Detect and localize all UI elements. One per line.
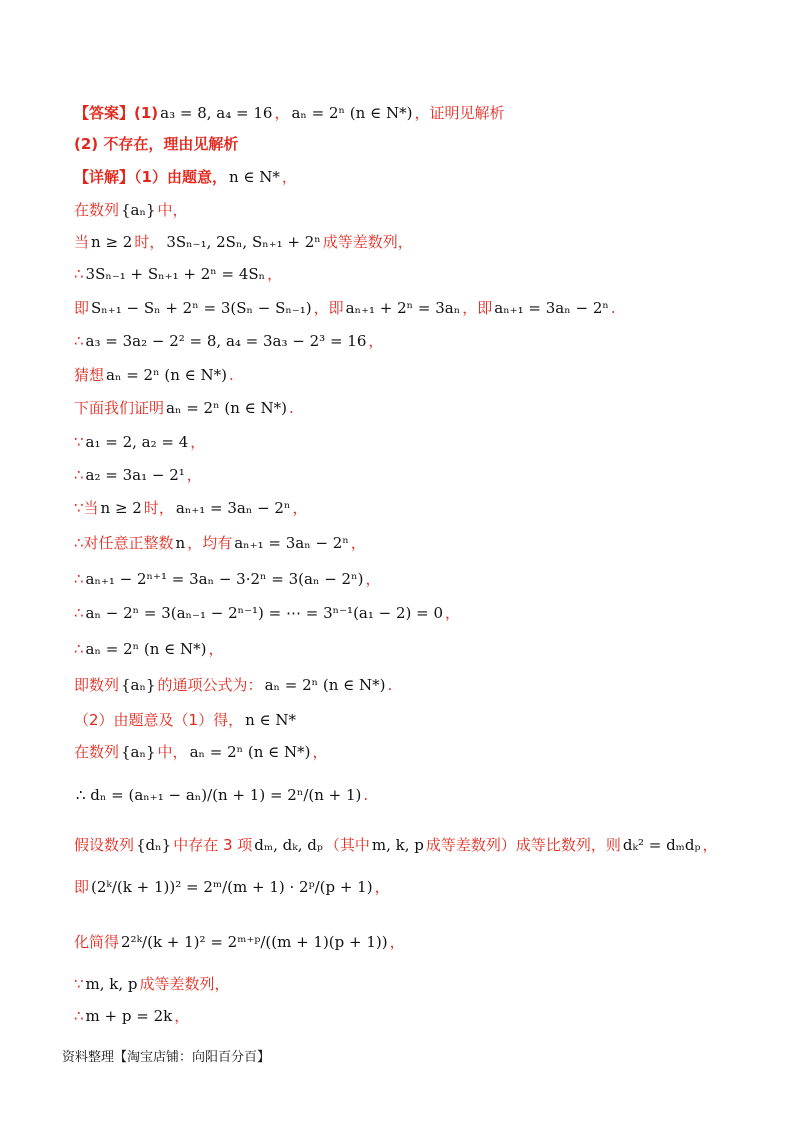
solution-line	[74, 193, 188, 227]
solution-line	[74, 632, 224, 666]
solution-line	[74, 925, 405, 959]
math-expression: aₙ₊₁ = 3aₙ − 2ⁿ	[494, 298, 609, 317]
math-expression: 2²ᵏ/(k + 1)² = 2ᵐ⁺ᵖ/((m + 1)(p + 1))	[121, 932, 388, 951]
text-segment: ，	[312, 742, 328, 761]
solution-line	[74, 391, 294, 425]
text-segment: ∴	[74, 1006, 84, 1025]
text-segment: ∴	[74, 465, 84, 484]
text-segment: ，	[350, 533, 366, 552]
text-segment: ，	[368, 331, 384, 350]
math-expression: a₁ = 2, a₂ = 4	[85, 432, 189, 451]
text-segment: ∴	[74, 569, 84, 588]
text-segment: 中存在 3 项	[173, 835, 253, 854]
text-segment: 【答案】(1)	[74, 103, 159, 122]
text-segment: 猜想	[74, 365, 105, 384]
text-segment: 的通项公式为：	[157, 675, 263, 694]
text-segment: .	[387, 675, 393, 694]
text-segment: 中，	[157, 200, 188, 219]
math-expression: aₙ₊₁ + 2ⁿ = 3aₙ	[345, 298, 461, 317]
text-segment: ∴	[74, 264, 84, 283]
math-expression: aₙ₊₁ − 2ⁿ⁺¹ = 3aₙ − 3·2ⁿ = 3(aₙ − 2ⁿ)	[85, 569, 364, 588]
solution-line	[74, 735, 328, 769]
math-expression: n ≥ 2	[100, 498, 142, 517]
math-expression: n	[175, 533, 186, 552]
math-expression: aₙ = 2ⁿ (n ∈ N*)	[85, 639, 207, 658]
text-segment: 成等差数列，	[139, 974, 230, 993]
text-segment: 时，	[134, 232, 165, 251]
text-segment: ，	[365, 569, 381, 588]
text-segment: 即数列	[74, 675, 120, 694]
math-expression: n ∈ N*	[245, 710, 297, 729]
math-expression: (2ᵏ/(k + 1))² = 2ᵐ/(m + 1) · 2ᵖ/(p + 1)	[91, 877, 373, 896]
text-segment: ，	[174, 1006, 190, 1025]
solution-line	[74, 703, 298, 737]
text-segment: (2) 不存在，理由见解析	[74, 134, 239, 153]
math-expression: m, k, p	[85, 974, 138, 993]
text-segment: .	[363, 785, 369, 804]
text-segment: ∴	[74, 331, 84, 350]
math-expression: a₃ = 8, a₄ = 16	[160, 103, 273, 122]
text-segment: ，	[445, 603, 461, 622]
math-expression: aₙ = 2ⁿ (n ∈ N*)	[291, 103, 413, 122]
solution-line	[74, 458, 202, 492]
math-expression: m + p = 2k	[85, 1006, 173, 1025]
text-segment: .	[610, 298, 616, 317]
math-expression: aₙ − 2ⁿ = 3(aₙ₋₁ − 2ⁿ⁻¹) = ⋯ = 3ⁿ⁻¹(a₁ − 2) = 0	[85, 603, 444, 622]
text-segment: .	[288, 398, 294, 417]
solution-line	[74, 491, 307, 525]
text-segment: ，	[208, 639, 224, 658]
text-segment: 成等差数列）成等比数列，则	[425, 835, 621, 854]
math-expression: {aₙ}	[121, 675, 156, 694]
solution-line	[74, 257, 282, 291]
solution-line	[74, 828, 718, 862]
math-expression: a₂ = 3a₁ − 2¹	[85, 465, 185, 484]
math-expression: aₙ = 2ⁿ (n ∈ N*)	[166, 398, 287, 417]
solution-line	[74, 526, 366, 560]
solution-line	[74, 668, 392, 702]
math-expression: aₙ = 2ⁿ (n ∈ N*)	[106, 365, 227, 384]
text-segment: 即	[74, 298, 90, 317]
text-segment: ，	[702, 835, 718, 854]
text-segment: 时，	[143, 498, 174, 517]
text-segment: ，	[190, 432, 206, 451]
solution-line	[74, 778, 368, 812]
text-segment: 在数列	[74, 200, 120, 219]
math-expression: Sₙ₊₁ − Sₙ + 2ⁿ = 3(Sₙ − Sₙ₋₁)	[91, 298, 312, 317]
text-segment: （2）由题意及（1）得，	[74, 710, 244, 729]
math-expression: aₙ₊₁ = 3aₙ − 2ⁿ	[234, 533, 349, 552]
math-expression: dₘ, dₖ, dₚ	[254, 835, 323, 854]
footer-text: 资料整理【淘宝店铺：向阳百分百】	[62, 1050, 271, 1065]
text-segment: ∴	[74, 603, 84, 622]
solution-line	[74, 562, 380, 596]
text-segment: ，	[274, 103, 290, 122]
math-expression: dₖ² = dₘdₚ	[622, 835, 701, 854]
math-expression: a₃ = 3a₂ − 2² = 8, a₄ = 3a₃ − 2³ = 16	[85, 331, 367, 350]
text-segment: 假设数列	[74, 835, 135, 854]
solution-line	[74, 596, 460, 630]
solution-line	[74, 358, 234, 392]
text-segment: （其中	[324, 835, 370, 854]
solution-line	[74, 291, 616, 325]
text-segment: ∴对任意正整数	[74, 533, 174, 552]
math-expression: ∴ dₙ = (aₙ₊₁ − aₙ)/(n + 1) = 2ⁿ/(n + 1)	[76, 785, 362, 804]
math-expression: aₙ = 2ⁿ (n ∈ N*)	[189, 742, 311, 761]
text-segment: 中，	[157, 742, 188, 761]
text-segment: ∴	[74, 639, 84, 658]
text-segment: 下面我们证明	[74, 398, 165, 417]
solution-line	[74, 96, 504, 130]
math-expression: n ≥ 2	[91, 232, 133, 251]
math-expression: {dₙ}	[136, 835, 172, 854]
math-expression: aₙ = 2ⁿ (n ∈ N*)	[264, 675, 386, 694]
text-segment: 在数列	[74, 742, 120, 761]
text-segment: 【详解】（1）由题意，	[74, 167, 227, 186]
text-segment: 成等差数列，	[322, 232, 413, 251]
math-expression: {aₙ}	[121, 200, 156, 219]
text-segment: .	[228, 365, 234, 384]
text-segment: ，即	[313, 298, 344, 317]
solution-line	[74, 967, 230, 1001]
text-segment: ，均有	[187, 533, 233, 552]
text-segment: ∵	[74, 974, 84, 993]
text-segment: ，	[292, 498, 308, 517]
text-segment: ，证明见解析	[414, 103, 505, 122]
text-segment: ∵当	[74, 498, 99, 517]
text-segment: 化简得	[74, 932, 120, 951]
text-segment: ，	[186, 465, 202, 484]
math-expression: m, k, p	[371, 835, 424, 854]
solution-line	[74, 127, 238, 161]
solution-line	[74, 425, 205, 459]
text-segment: ，	[267, 264, 283, 283]
text-segment: ，	[374, 877, 390, 896]
solution-line	[74, 870, 390, 904]
math-expression: 3Sₙ₋₁, 2Sₙ, Sₙ₊₁ + 2ⁿ	[166, 232, 321, 251]
math-expression: 3Sₙ₋₁ + Sₙ₊₁ + 2ⁿ = 4Sₙ	[85, 264, 266, 283]
solution-line	[74, 160, 297, 194]
solution-line	[74, 324, 383, 358]
text-segment: ，即	[462, 298, 493, 317]
solution-line	[74, 999, 189, 1033]
text-segment: ∵	[74, 432, 84, 451]
solution-line	[74, 225, 413, 259]
text-segment: 即	[74, 877, 90, 896]
math-expression: aₙ₊₁ = 3aₙ − 2ⁿ	[175, 498, 291, 517]
math-expression: n ∈ N*	[228, 167, 280, 186]
math-expression: {aₙ}	[121, 742, 156, 761]
text-segment: 当	[74, 232, 90, 251]
text-segment: ，	[389, 932, 405, 951]
text-segment: ，	[281, 167, 297, 186]
